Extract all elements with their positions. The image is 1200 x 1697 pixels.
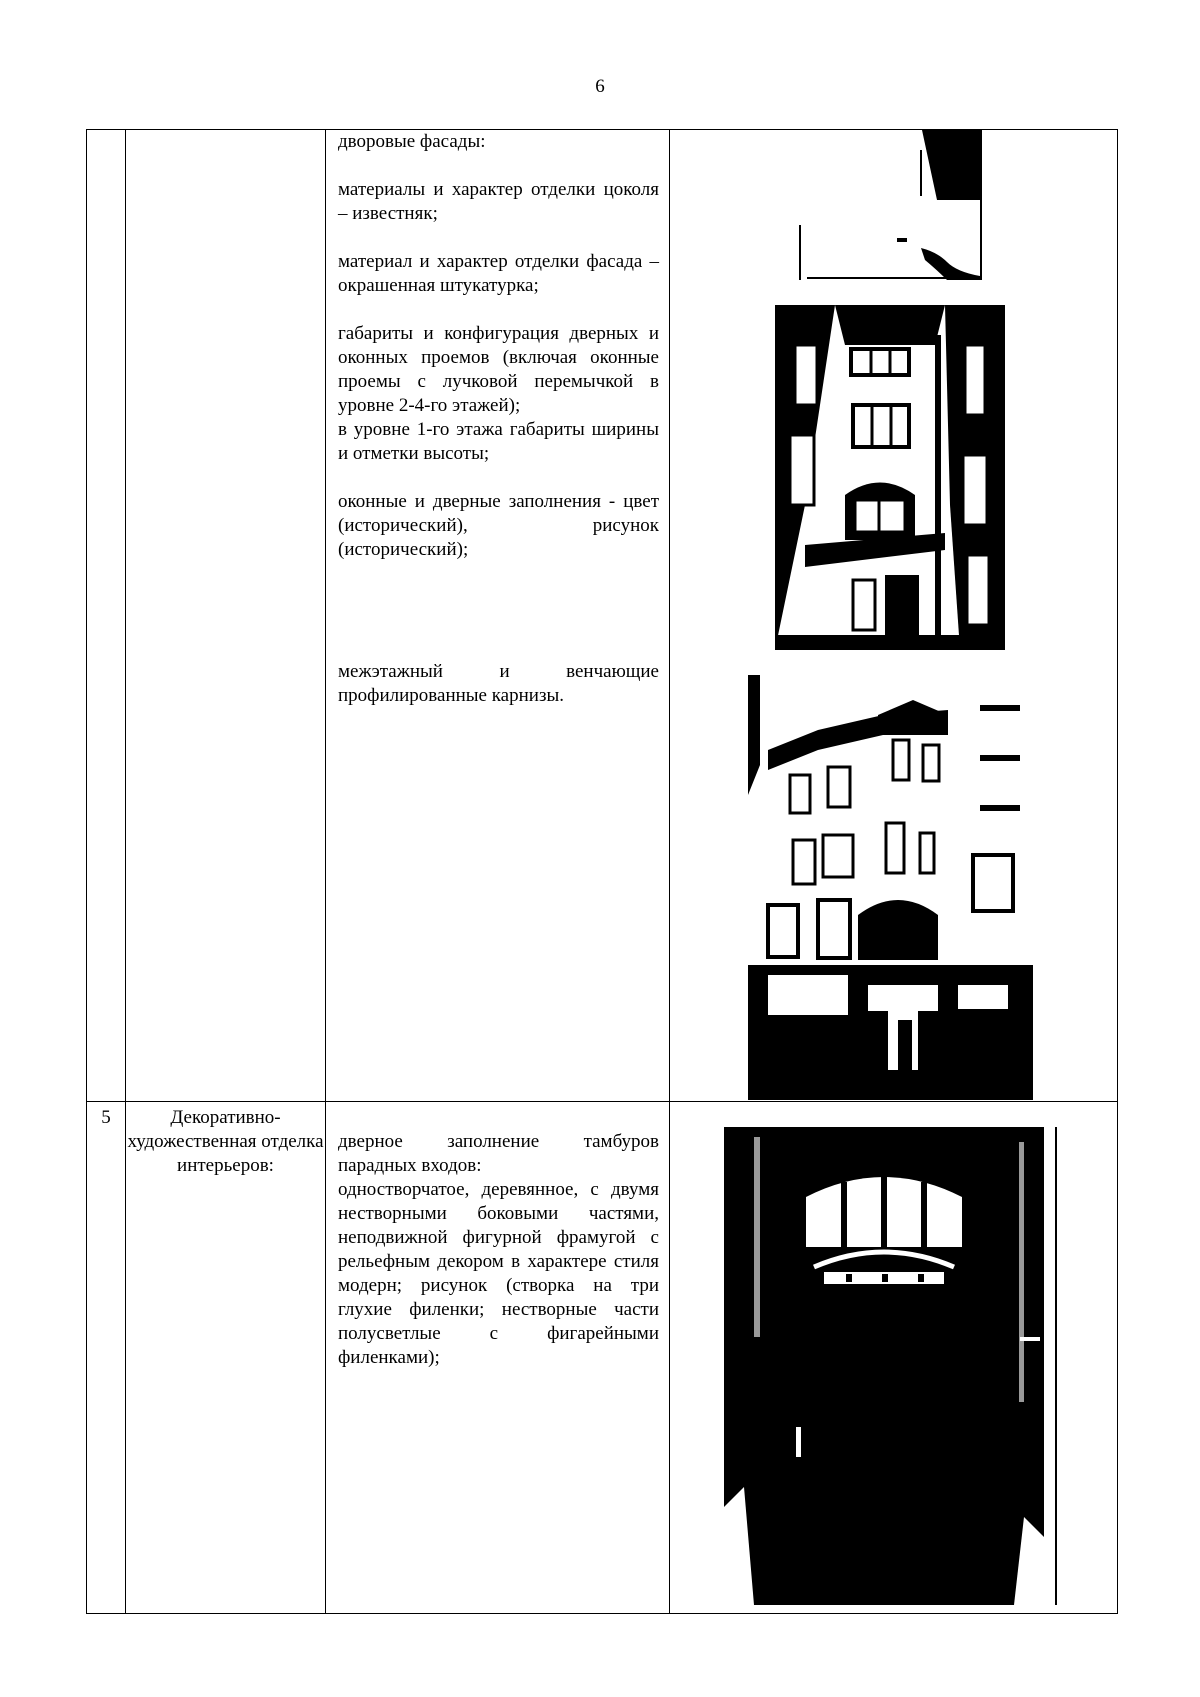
table-row — [87, 1102, 1118, 1614]
description-paragraph: дворовые фасады: — [338, 131, 486, 152]
description-paragraph: межэтажный и венчающие профилированные карнизы. — [338, 661, 659, 706]
vestibule-door-photo — [724, 1127, 1060, 1605]
row-description-cell — [326, 1102, 670, 1614]
row-number: 5 — [101, 1107, 111, 1128]
table-row — [87, 130, 1118, 1102]
description-paragraph: материал и характер отделки фасада – окрашенная штукатурка; — [338, 251, 659, 296]
row-name: Декоративно-художественная отделка интерьеров: — [127, 1107, 324, 1176]
row-name-cell — [126, 1102, 326, 1614]
row-photo-cell — [670, 1102, 1118, 1614]
description-paragraph: дверное заполнение тамбуров парадных входов: — [338, 1131, 659, 1176]
row-number-cell — [87, 1102, 126, 1614]
description-paragraph: одностворчатое, деревянное, с двумя нестворными боковыми частями, неподвижной фигурной фрамугой с рельефным декором в характере стиля модерн; рисунок (створка на три глухие филенки; нестворные части полусветлые с фигарейными филенками); — [338, 1179, 659, 1368]
row-photo-cell — [670, 130, 1118, 1102]
row-description-cell — [326, 130, 670, 1102]
monument-subject-table — [86, 129, 1118, 1614]
courtyard-facade-photo-middle — [775, 305, 1005, 650]
description-paragraph: оконные и дверные заполнения - цвет (исторический), рисунок (исторический); — [338, 491, 659, 560]
page-number: 6 — [595, 76, 605, 97]
description-paragraph: габариты и конфигурация дверных и оконных проемов (включая оконные проемы с лучковой перемычкой в уровне 2-4-го этажей); — [338, 323, 659, 416]
row-number-cell — [87, 130, 126, 1102]
description-paragraph: материалы и характер отделки цоколя – известняк; — [338, 179, 659, 224]
courtyard-facade-photo-bottom — [748, 675, 1033, 1100]
description-paragraph: в уровне 1-го этажа габариты ширины и отметки высоты; — [338, 419, 659, 464]
courtyard-facade-photo-top — [797, 130, 983, 280]
row-name-cell — [126, 130, 326, 1102]
